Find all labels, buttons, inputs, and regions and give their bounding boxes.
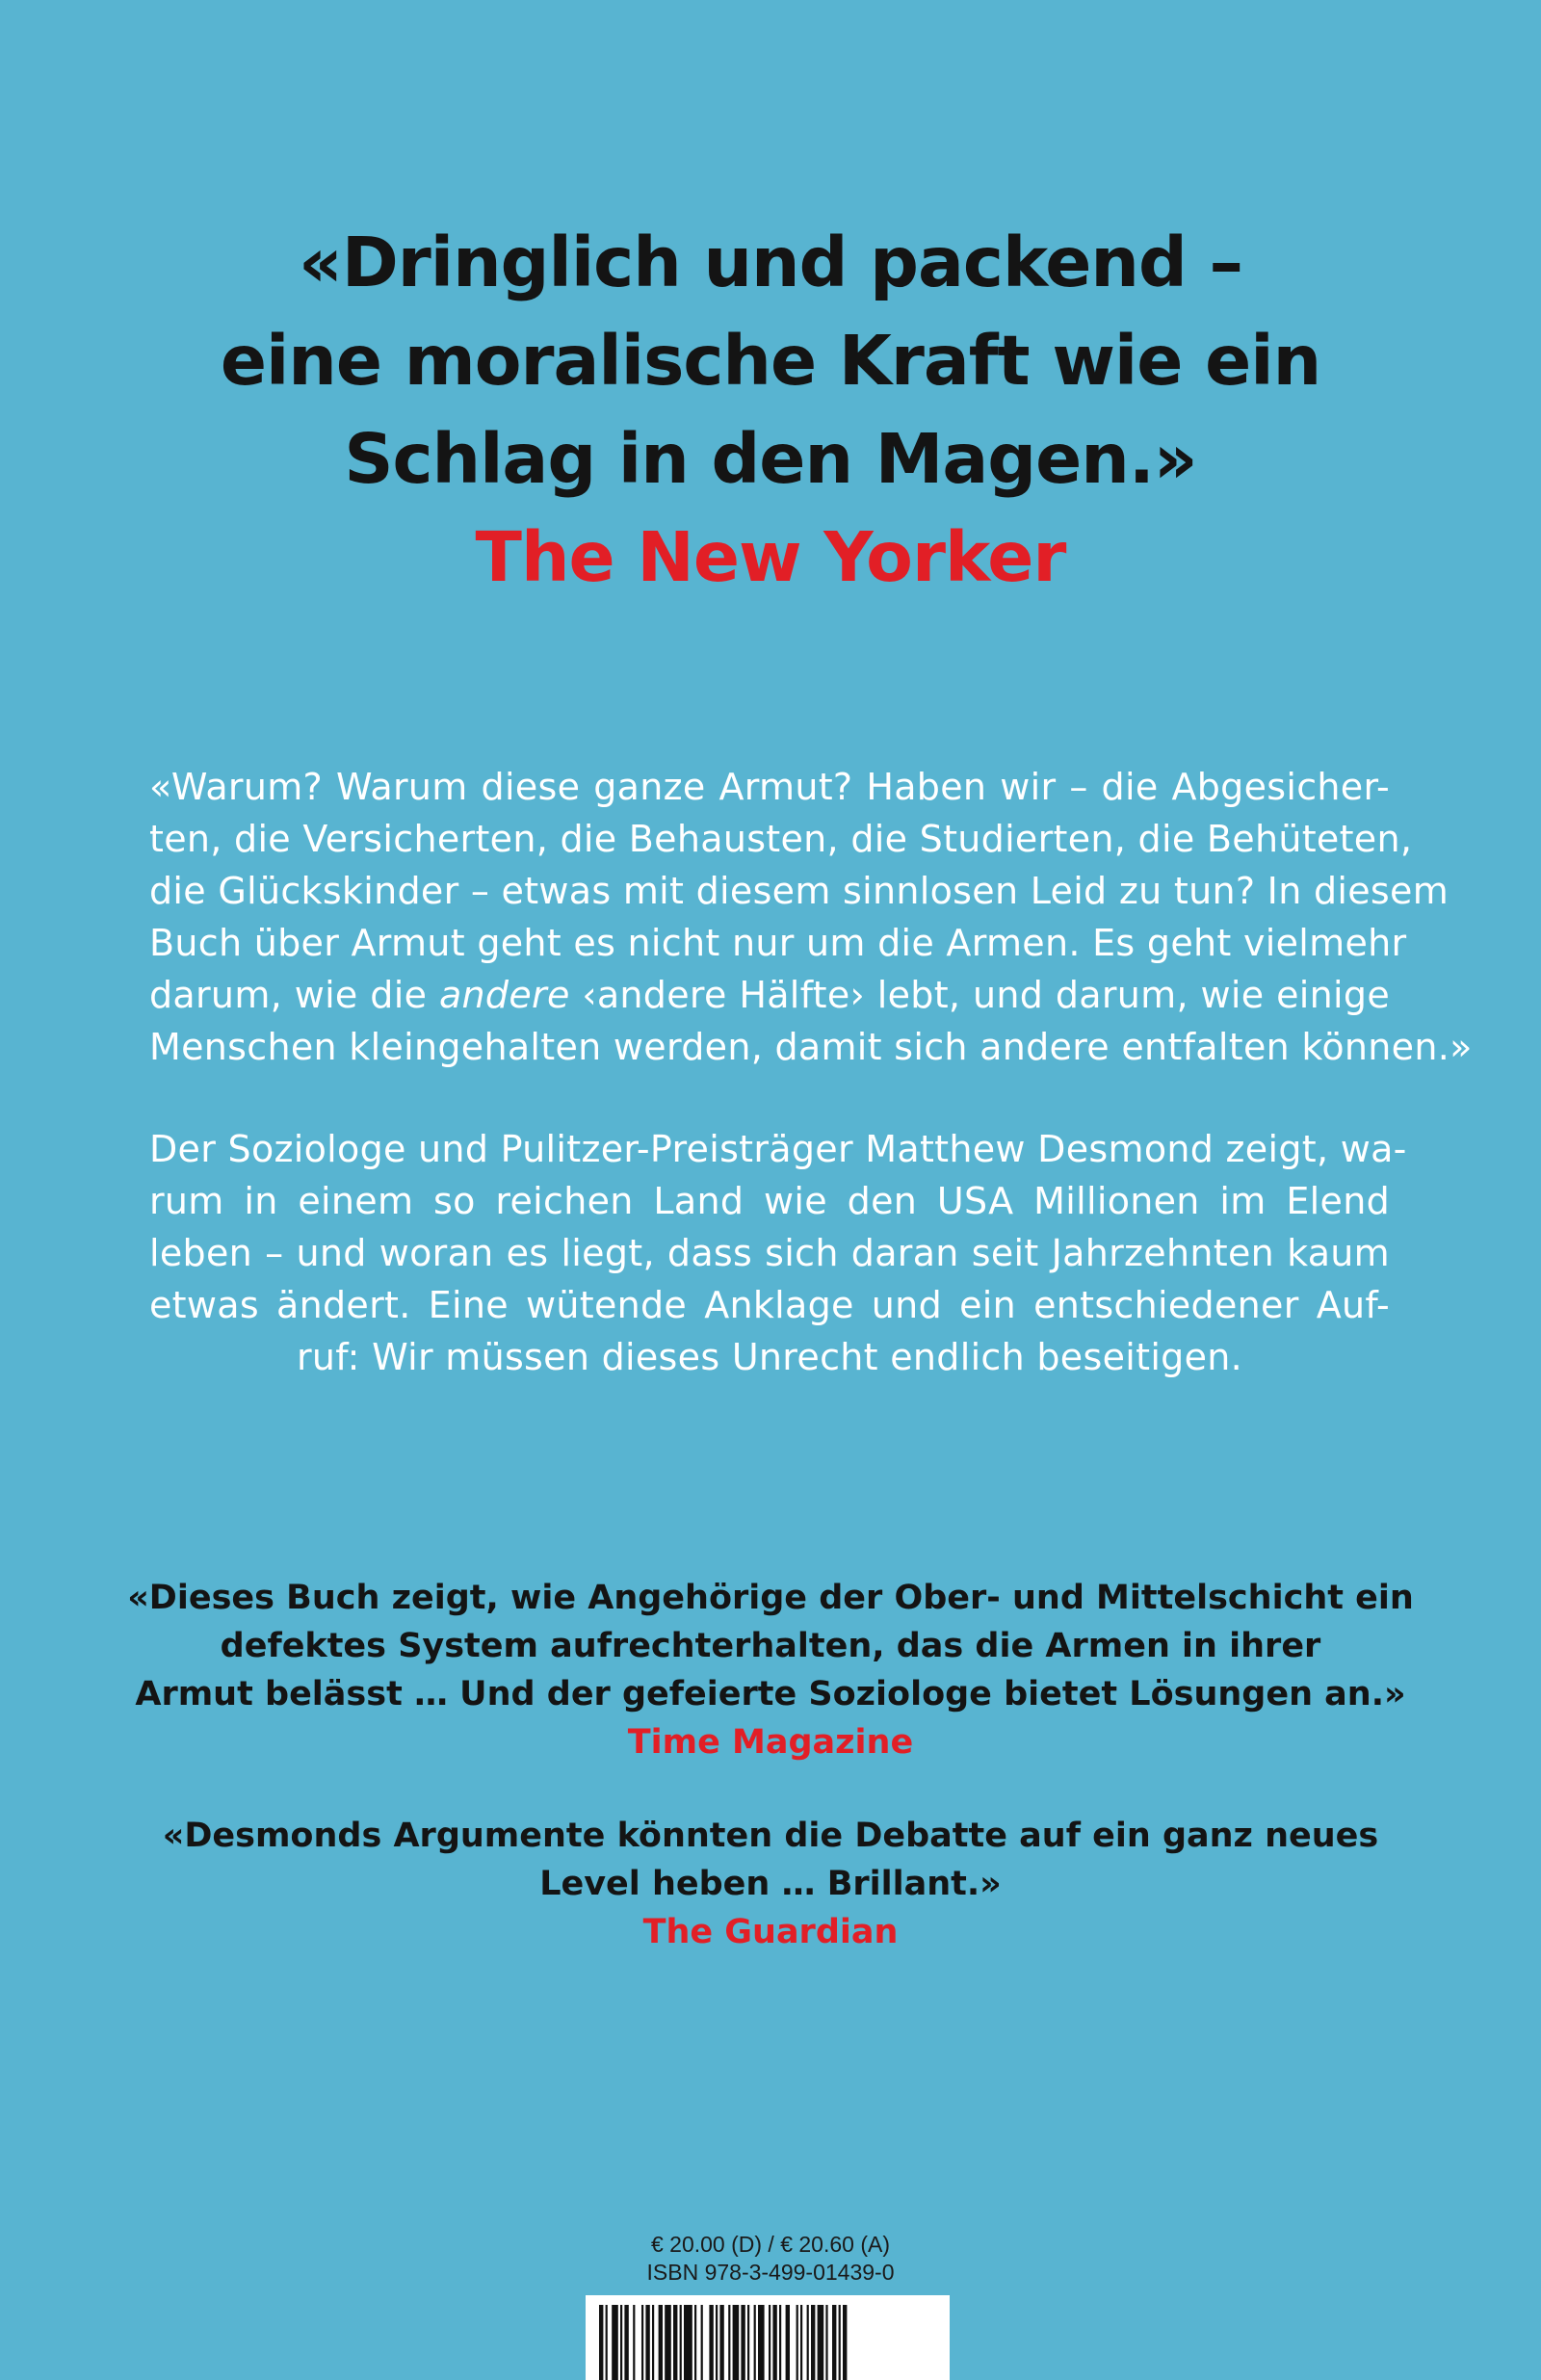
barcode-bar bbox=[645, 2305, 649, 2380]
barcode-bar bbox=[797, 2305, 798, 2380]
headline-quote bbox=[0, 214, 1541, 607]
price-info bbox=[0, 2231, 1541, 2287]
barcode-bar bbox=[716, 2305, 718, 2380]
quote1-line-1: «Dieses Buch zeigt, wie Angehörige der Ober- und Mittelschicht ein bbox=[127, 1579, 1414, 1617]
paragraph1-line-5-end: ‹andere Hälfte› lebt, und darum, wie einige bbox=[569, 974, 1391, 1016]
barcode-bar bbox=[825, 2305, 827, 2380]
headline-line-3: Schlag in den Magen.» bbox=[344, 419, 1197, 499]
barcode-bar bbox=[652, 2305, 654, 2380]
barcode-bar bbox=[684, 2305, 692, 2380]
barcode-bar bbox=[728, 2305, 730, 2380]
paragraph2-line-1: Der Soziologe und Pulitzer-Preisträger Matthew Desmond zeigt, wa- bbox=[149, 1128, 1407, 1170]
barcode-bar bbox=[633, 2305, 635, 2380]
paragraph1-line-3: die Glückskinder – etwas mit diesem sinnlosen Leid zu tun? In diesem bbox=[149, 870, 1450, 912]
paragraph2-line-2: rum in einem so reichen Land wie den USA Millionen im Elend bbox=[149, 1180, 1390, 1222]
paragraph1-line-5-start: darum, wie die bbox=[149, 974, 439, 1016]
paragraph1-line-5-emphasis: andere bbox=[438, 974, 570, 1016]
barcode-bar bbox=[843, 2305, 847, 2380]
barcode-bar bbox=[599, 2305, 603, 2380]
isbn-line: ISBN 978-3-499-01439-0 bbox=[646, 2260, 895, 2285]
barcode-bar bbox=[800, 2305, 802, 2380]
barcode-bar bbox=[754, 2305, 756, 2380]
barcode-bar bbox=[665, 2305, 671, 2380]
barcode-bar bbox=[701, 2305, 703, 2380]
barcode-bar bbox=[786, 2305, 790, 2380]
barcode-bar bbox=[673, 2305, 677, 2380]
paragraph1-line-1: «Warum? Warum diese ganze Armut? Haben wir – die Abgesicher- bbox=[149, 766, 1390, 808]
paragraph2-line-3: leben – und woran es liegt, dass sich daran seit Jahrzehnten kaum bbox=[149, 1232, 1390, 1274]
review-quote-guardian bbox=[0, 1812, 1541, 1956]
paragraph1-line-4: Buch über Armut geht es nicht nur um die Armen. Es geht vielmehr bbox=[149, 922, 1407, 964]
barcode-bar bbox=[606, 2305, 608, 2380]
paragraph2-line-4: etwas ändert. Eine wütende Anklage und ein entschiedener Auf- bbox=[149, 1284, 1390, 1326]
quote2-source: The Guardian bbox=[642, 1913, 899, 1951]
barcode-bar bbox=[769, 2305, 770, 2380]
quote2-line-1: «Desmonds Argumente könnten die Debatte auf ein ganz neues bbox=[162, 1817, 1379, 1855]
quote1-line-3: Armut belässt … Und der gefeierte Soziologe bietet Lösungen an.» bbox=[135, 1675, 1406, 1713]
barcode-bar bbox=[694, 2305, 696, 2380]
barcode-bar bbox=[733, 2305, 740, 2380]
barcode-bar bbox=[620, 2305, 622, 2380]
barcode-bar bbox=[624, 2305, 628, 2380]
quote1-source: Time Magazine bbox=[627, 1723, 914, 1762]
barcode-bar bbox=[680, 2305, 682, 2380]
paragraph2-line-5: ruf: Wir müssen dieses Unrecht endlich beseitigen. bbox=[296, 1336, 1243, 1378]
description-paragraph-2 bbox=[149, 1123, 1407, 1383]
barcode-bar bbox=[807, 2305, 809, 2380]
quote1-line-2: defektes System aufrechterhalten, das die Armen in ihrer bbox=[220, 1627, 1321, 1665]
barcode-bar bbox=[741, 2305, 744, 2380]
headline-line-2: eine moralische Kraft wie ein bbox=[220, 321, 1321, 401]
barcode-bar bbox=[811, 2305, 815, 2380]
paragraph1-line-5 bbox=[149, 969, 1390, 1021]
barcode-bars bbox=[586, 2295, 950, 2380]
paragraph1-line-2: ten, die Versicherten, die Behausten, die Studierten, die Behüteten, bbox=[149, 818, 1413, 860]
barcode bbox=[586, 2295, 950, 2380]
barcode-bar bbox=[612, 2305, 618, 2380]
barcode-bar bbox=[719, 2305, 723, 2380]
description-paragraph-1 bbox=[149, 761, 1473, 1073]
barcode-bar bbox=[758, 2305, 765, 2380]
headline-line-1: «Dringlich und packend – bbox=[298, 222, 1243, 302]
barcode-bar bbox=[839, 2305, 841, 2380]
barcode-bar bbox=[659, 2305, 663, 2380]
headline-source: The New Yorker bbox=[475, 517, 1066, 597]
price-line: € 20.00 (D) / € 20.60 (A) bbox=[650, 2232, 890, 2257]
barcode-bar bbox=[709, 2305, 713, 2380]
barcode-bar bbox=[818, 2305, 824, 2380]
barcode-bar bbox=[832, 2305, 836, 2380]
paragraph1-line-6: Menschen kleingehalten werden, damit sich andere entfalten können.» bbox=[149, 1026, 1473, 1068]
barcode-bar bbox=[779, 2305, 781, 2380]
quote2-line-2: Level heben … Brillant.» bbox=[539, 1865, 1002, 1903]
barcode-bar bbox=[772, 2305, 776, 2380]
review-quote-time bbox=[0, 1574, 1541, 1766]
barcode-bar bbox=[641, 2305, 643, 2380]
barcode-bar bbox=[747, 2305, 749, 2380]
